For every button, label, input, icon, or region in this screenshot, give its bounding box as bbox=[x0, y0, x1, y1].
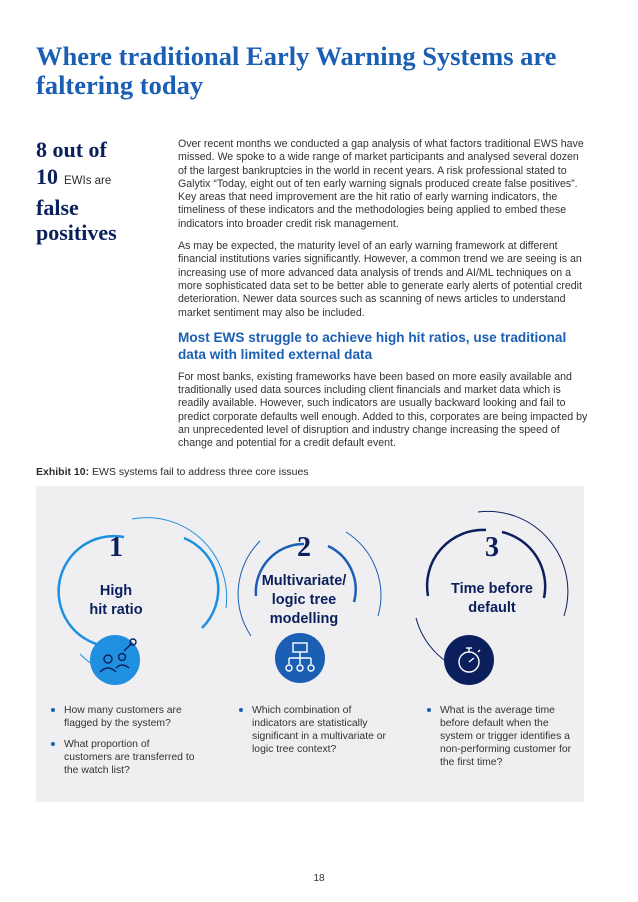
issue-label-1 bbox=[41, 582, 191, 620]
paragraph-1: Over recent months we conducted a gap analysis of what factors traditional EWS have missed. We spoke to a wide range of market participants and analysed several dozen of the largest bankruptcies in the world in recent years. A risk professional stated to Galytix “Today, eight out of ten early warning signals produced create false positives”. Key areas that need improvement are the hit ratio of early warning indicators, the timeliness of these indicators and the methodologies being applied to embed these indicators into broader credit risk management. bbox=[178, 138, 584, 230]
issue-bullets-1 bbox=[50, 704, 200, 785]
issue-label-2-line-1: Multivariate/ bbox=[261, 573, 347, 589]
target-people-icon bbox=[90, 635, 140, 685]
exhibit-title: EWS systems fail to address three core issues bbox=[92, 466, 309, 478]
stat-callout bbox=[36, 136, 166, 245]
issue-label-3-line-1: Time before bbox=[451, 581, 533, 597]
issue-1-bullet-1: How many customers are flagged by the system? bbox=[50, 704, 200, 730]
issue-label-2-line-3: modelling bbox=[269, 611, 339, 627]
stat-text: EWIs are bbox=[64, 175, 112, 187]
exhibit-panel bbox=[36, 486, 584, 802]
stat-number: 10 bbox=[36, 164, 58, 189]
body-text bbox=[178, 138, 588, 460]
issue-label-3 bbox=[417, 580, 567, 618]
stat-line-3: false bbox=[36, 195, 79, 220]
paragraph-3: For most banks, existing frameworks have been based on more easily available and traditionally used data sources including client financials and market data which is readily available. However, such indicators are usually backward looking and fail to predict corporate defaults well enough. Added to this, corporates are being impacted by an unprecedented level of disruption and industry change increasing the speed of change and potential for a credit default event. bbox=[178, 370, 588, 450]
issue-number-3: 3 bbox=[485, 532, 499, 563]
stat-line-1: 8 out of bbox=[36, 137, 107, 162]
exhibit-label: Exhibit 10: bbox=[36, 466, 90, 478]
issue-label-3-line-2: default bbox=[468, 600, 516, 616]
exhibit-caption bbox=[36, 466, 309, 478]
issue-number-2: 2 bbox=[297, 532, 311, 563]
issue-3-bullet-1: What is the average time before default when the system or trigger identifies a non-performing customer for the first time? bbox=[426, 704, 576, 769]
stopwatch-icon bbox=[444, 635, 494, 685]
issue-label-2-line-2: logic tree bbox=[271, 592, 337, 608]
page-number: 18 bbox=[313, 873, 325, 884]
issue-label-2 bbox=[229, 572, 379, 629]
issue-2-bullet-1: Which combination of indicators are statistically significant in a multivariate or logic tree context? bbox=[238, 704, 388, 756]
page-title: Where traditional Early Warning Systems are faltering today bbox=[36, 41, 557, 100]
paragraph-2: As may be expected, the maturity level of an early warning framework at different financial institutions varies significantly. However, a common trend we are seeing is an increasing use of more advanced data analysis of trends and AI/ML techniques on a more sophisticated data set to be better able to generate early alerts of potential credit deterioration. Newer data sources such as scanning of news articles to understand market sentiment may also be included. bbox=[178, 240, 582, 319]
issue-bullets-3 bbox=[426, 704, 576, 777]
logic-tree-icon bbox=[275, 633, 325, 683]
stat-line-4: positives bbox=[36, 220, 117, 245]
issue-number-1: 1 bbox=[109, 532, 123, 563]
issue-label-1-line-1: High bbox=[99, 583, 133, 599]
issue-1-bullet-2: What proportion of customers are transferred to the watch list? bbox=[50, 738, 200, 777]
issue-label-1-line-2: hit ratio bbox=[89, 602, 143, 618]
section-heading: Most EWS struggle to achieve high hit ratios, use traditional data with limited external data bbox=[178, 329, 567, 362]
issue-bullets-2 bbox=[238, 704, 388, 764]
stat-line-2 bbox=[36, 163, 166, 195]
